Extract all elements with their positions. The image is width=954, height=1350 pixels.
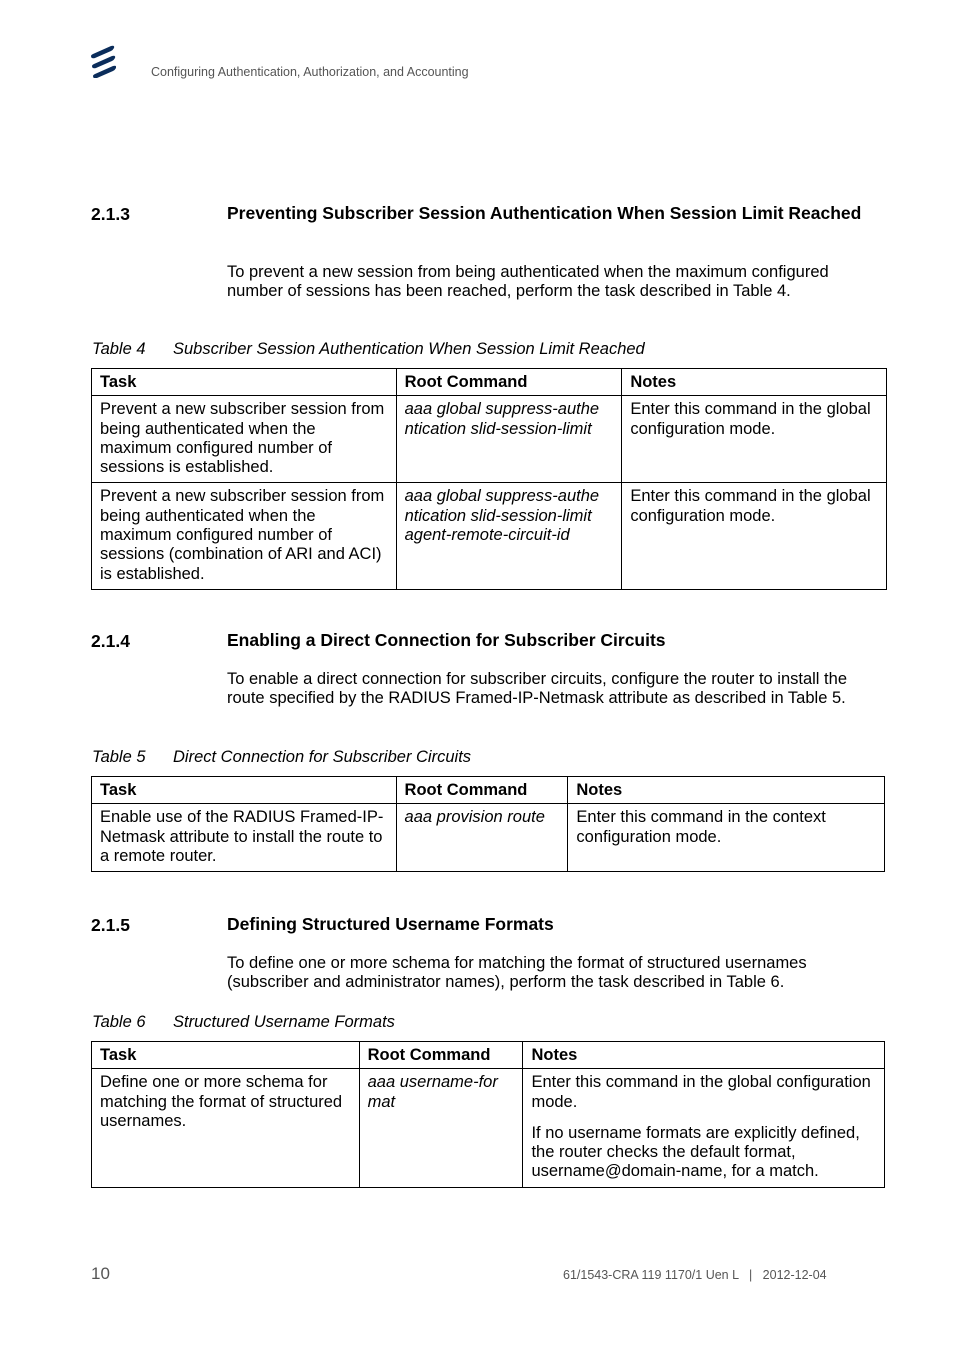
running-header: Configuring Authentication, Authorization, and Accounting (151, 65, 469, 79)
note-text: Enter this command in the global configuration mode. (630, 487, 871, 525)
task-cell: Define one or more schema for matching the format of structured usernames. (92, 1069, 360, 1187)
table-caption-text: Subscriber Session Authentication When Session Limit Reached (173, 340, 645, 358)
table-row (92, 1069, 885, 1187)
column-header: Notes (568, 777, 885, 804)
notes-cell (622, 483, 887, 589)
document-reference: 61/1543-CRA 119 1170/1 Uen L | 2012-12-04 (563, 1268, 827, 1282)
notes-cell (622, 396, 887, 483)
notes-cell (523, 1069, 885, 1187)
ericsson-logo-icon (90, 44, 116, 78)
section-paragraph: To enable a direct connection for subscriber circuits, configure the router to install the route specified by the RADIUS Framed-IP-Netmask attribute as described in Table 5. (227, 670, 847, 708)
table-caption (92, 340, 645, 359)
column-header: Root Command (396, 777, 568, 804)
column-header: Task (92, 369, 397, 396)
task-cell: Prevent a new subscriber session from being authenticated when the maximum configured number of sessions is established. (92, 396, 397, 483)
column-header: Task (92, 1042, 360, 1069)
table-row (92, 396, 887, 483)
table-caption (92, 1013, 395, 1032)
page-number: 10 (91, 1264, 110, 1283)
notes-cell (568, 804, 885, 872)
note-text: If no username formats are explicitly defined, the router checks the default format, username@domain-name, for a match. (531, 1123, 860, 1181)
table-caption-number: Table 6 (92, 1013, 146, 1031)
command-cell: aaa global suppress-authe ntication slid-session-limit agent-remote-circuit-id (396, 483, 622, 589)
table-caption-text: Structured Username Formats (173, 1013, 395, 1031)
table-caption-number: Table 5 (92, 748, 146, 766)
table-4 (91, 368, 887, 590)
section-paragraph: To prevent a new session from being authenticated when the maximum configured number of sessions has been reached, perform the task described in Table 4. (227, 263, 829, 301)
table-header-row (92, 1042, 885, 1069)
note-text: Enter this command in the global configuration mode. (630, 400, 871, 438)
table-header-row (92, 777, 885, 804)
note-text: Enter this command in the global configuration mode. (531, 1073, 871, 1111)
column-header: Notes (622, 369, 887, 396)
table-caption-number: Table 4 (92, 340, 146, 358)
table-5 (91, 776, 885, 872)
task-cell: Enable use of the RADIUS Framed-IP-Netmask attribute to install the route to a remote router. (92, 804, 397, 872)
section-paragraph: To define one or more schema for matching the format of structured usernames (subscriber and administrator names), perform the task described in Table 6. (227, 954, 807, 992)
section-title: Preventing Subscriber Session Authentication When Session Limit Reached (227, 203, 862, 223)
section-title: Enabling a Direct Connection for Subscriber Circuits (227, 630, 666, 650)
task-cell: Prevent a new subscriber session from being authenticated when the maximum configured number of sessions (combination of ARI and ACI) is established. (92, 483, 397, 589)
section-number: 2.1.4 (91, 631, 130, 651)
table-caption (92, 748, 471, 767)
table-row (92, 804, 885, 872)
column-header: Root Command (359, 1042, 523, 1069)
command-cell: aaa username-for mat (359, 1069, 523, 1187)
table-row (92, 483, 887, 589)
table-caption-text: Direct Connection for Subscriber Circuits (173, 748, 472, 766)
command-cell: aaa provision route (396, 804, 568, 872)
table-header-row (92, 369, 887, 396)
column-header: Root Command (396, 369, 622, 396)
column-header: Task (92, 777, 397, 804)
section-number: 2.1.3 (91, 204, 130, 224)
note-text: Enter this command in the context configuration mode. (576, 808, 826, 846)
command-cell: aaa global suppress-authe ntication slid-session-limit (396, 396, 622, 483)
section-number: 2.1.5 (91, 915, 130, 935)
column-header: Notes (523, 1042, 885, 1069)
section-title: Defining Structured Username Formats (227, 914, 554, 934)
table-6 (91, 1041, 885, 1188)
